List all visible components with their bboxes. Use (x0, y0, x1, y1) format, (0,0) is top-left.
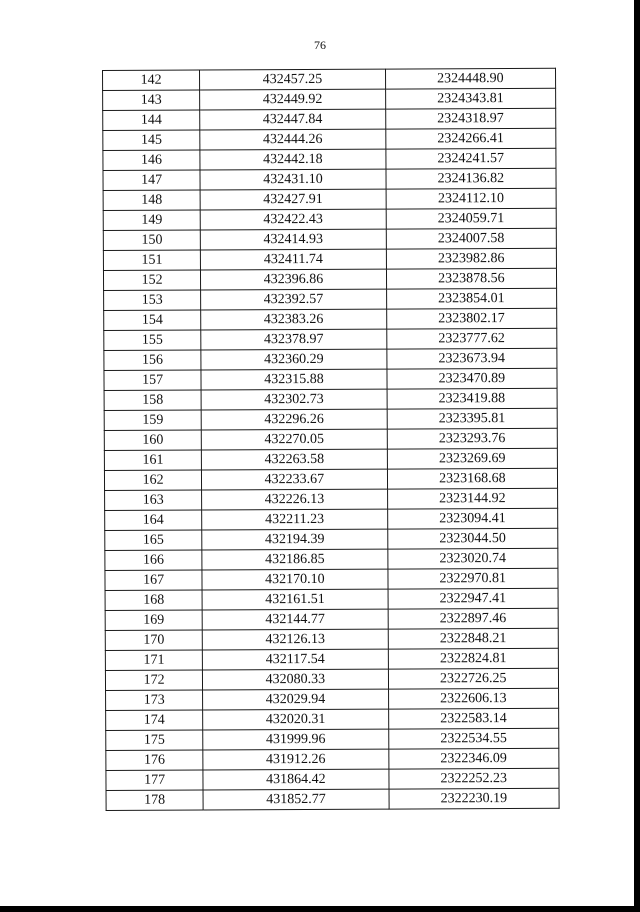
y-coordinate-cell: 2323470.89 (387, 368, 557, 389)
table-row (105, 528, 558, 550)
y-coordinate-cell: 2323982.86 (386, 248, 556, 269)
y-coordinate-cell: 2323777.62 (386, 328, 556, 349)
y-coordinate-cell: 2323419.88 (387, 388, 557, 409)
table-row (105, 508, 558, 530)
x-coordinate-cell: 432226.13 (202, 489, 388, 510)
y-coordinate-cell: 2322346.09 (388, 748, 558, 769)
y-coordinate-cell: 2324343.81 (385, 88, 555, 109)
point-number-cell: 145 (103, 130, 200, 150)
table-row (103, 248, 556, 270)
table-row (105, 628, 558, 650)
x-coordinate-cell: 432029.94 (203, 689, 389, 710)
table-row (104, 288, 557, 310)
x-coordinate-cell: 432263.58 (202, 449, 388, 470)
x-coordinate-cell: 432161.51 (202, 589, 388, 610)
x-coordinate-cell: 432126.13 (202, 629, 388, 650)
y-coordinate-cell: 2324448.90 (385, 68, 555, 89)
point-number-cell: 173 (106, 690, 203, 710)
table-row (104, 348, 557, 370)
point-number-cell: 162 (104, 470, 201, 490)
x-coordinate-cell: 432020.31 (203, 709, 389, 730)
y-coordinate-cell: 2323854.01 (386, 288, 556, 309)
y-coordinate-cell: 2323673.94 (386, 348, 556, 369)
x-coordinate-cell: 432360.29 (201, 349, 387, 370)
table-row (106, 788, 559, 810)
x-coordinate-cell: 432378.97 (201, 329, 387, 350)
point-number-cell: 151 (103, 250, 200, 270)
page-edge-right (634, 0, 640, 912)
table-row (105, 668, 558, 690)
point-number-cell: 156 (104, 350, 201, 370)
y-coordinate-cell: 2323878.56 (386, 268, 556, 289)
table-row (105, 588, 558, 610)
table-row (104, 388, 557, 410)
point-number-cell: 178 (106, 790, 203, 810)
point-number-cell: 155 (104, 330, 201, 350)
table-row (103, 68, 556, 90)
point-number-cell: 174 (106, 710, 203, 730)
x-coordinate-cell: 432302.73 (201, 389, 387, 410)
point-number-cell: 171 (105, 650, 202, 670)
y-coordinate-cell: 2322230.19 (389, 788, 559, 809)
table-row (105, 648, 558, 670)
point-number-cell: 165 (105, 530, 202, 550)
table-row (104, 308, 557, 330)
y-coordinate-cell: 2323395.81 (387, 408, 557, 429)
x-coordinate-cell: 432211.23 (202, 509, 388, 530)
x-coordinate-cell: 432270.05 (201, 429, 387, 450)
point-number-cell: 164 (105, 510, 202, 530)
coordinate-table-body (103, 68, 560, 810)
table-row (103, 208, 556, 230)
y-coordinate-cell: 2322947.41 (388, 588, 558, 609)
x-coordinate-cell: 432144.77 (202, 609, 388, 630)
x-coordinate-cell: 431999.96 (203, 729, 389, 750)
y-coordinate-cell: 2323044.50 (387, 528, 557, 549)
x-coordinate-cell: 432194.39 (202, 529, 388, 550)
x-coordinate-cell: 432447.84 (200, 109, 386, 130)
x-coordinate-cell: 432383.26 (201, 309, 387, 330)
y-coordinate-cell: 2322897.46 (388, 608, 558, 629)
x-coordinate-cell: 431852.77 (203, 789, 389, 810)
table-row (103, 268, 556, 290)
y-coordinate-cell: 2324266.41 (385, 128, 555, 149)
y-coordinate-cell: 2322583.14 (388, 708, 558, 729)
x-coordinate-cell: 432457.25 (200, 69, 386, 90)
table-row (106, 708, 559, 730)
x-coordinate-cell: 432080.33 (203, 669, 389, 690)
table-row (105, 568, 558, 590)
x-coordinate-cell: 432233.67 (202, 469, 388, 490)
point-number-cell: 152 (103, 270, 200, 290)
coordinate-table (102, 68, 560, 811)
point-number-cell: 154 (104, 310, 201, 330)
point-number-cell: 169 (105, 610, 202, 630)
point-number-cell: 150 (103, 230, 200, 250)
y-coordinate-cell: 2324318.97 (385, 108, 555, 129)
table-row (105, 548, 558, 570)
y-coordinate-cell: 2324136.82 (386, 168, 556, 189)
x-coordinate-cell: 432442.18 (200, 149, 386, 170)
y-coordinate-cell: 2322606.13 (388, 688, 558, 709)
point-number-cell: 158 (104, 390, 201, 410)
point-number-cell: 148 (103, 190, 200, 210)
y-coordinate-cell: 2323802.17 (386, 308, 556, 329)
x-coordinate-cell: 432392.57 (201, 289, 387, 310)
x-coordinate-cell: 432431.10 (200, 169, 386, 190)
x-coordinate-cell: 432396.86 (201, 269, 387, 290)
table-row (104, 368, 557, 390)
page-number: 76 (314, 38, 326, 52)
table-row (103, 188, 556, 210)
table-row (104, 468, 557, 490)
x-coordinate-cell: 431912.26 (203, 749, 389, 770)
y-coordinate-cell: 2322534.55 (388, 728, 558, 749)
x-coordinate-cell: 432186.85 (202, 549, 388, 570)
point-number-cell: 168 (105, 590, 202, 610)
y-coordinate-cell: 2322726.25 (388, 668, 558, 689)
y-coordinate-cell: 2324059.71 (386, 208, 556, 229)
table-row (104, 328, 557, 350)
point-number-cell: 144 (103, 110, 200, 130)
point-number-cell: 172 (105, 670, 202, 690)
y-coordinate-cell: 2324112.10 (386, 188, 556, 209)
x-coordinate-cell: 432414.93 (200, 229, 386, 250)
point-number-cell: 159 (104, 410, 201, 430)
point-number-cell: 170 (105, 630, 202, 650)
y-coordinate-cell: 2322824.81 (388, 648, 558, 669)
point-number-cell: 167 (105, 570, 202, 590)
x-coordinate-cell: 432411.74 (201, 249, 387, 270)
point-number-cell: 176 (106, 750, 203, 770)
table-row (104, 408, 557, 430)
table-row (106, 688, 559, 710)
point-number-cell: 175 (106, 730, 203, 750)
point-number-cell: 161 (104, 450, 201, 470)
point-number-cell: 177 (106, 770, 203, 790)
table-row (103, 88, 556, 110)
x-coordinate-cell: 432449.92 (200, 89, 386, 110)
table-row (105, 488, 558, 510)
point-number-cell: 149 (103, 210, 200, 230)
x-coordinate-cell: 432117.54 (203, 649, 389, 670)
x-coordinate-cell: 432427.91 (200, 189, 386, 210)
y-coordinate-cell: 2322970.81 (388, 568, 558, 589)
page-edge-bottom (0, 906, 640, 912)
y-coordinate-cell: 2324241.57 (385, 148, 555, 169)
point-number-cell: 160 (104, 430, 201, 450)
table-row (103, 148, 556, 170)
table-row (103, 168, 556, 190)
y-coordinate-cell: 2323144.92 (387, 488, 557, 509)
x-coordinate-cell: 431864.42 (203, 769, 389, 790)
table-row (105, 608, 558, 630)
y-coordinate-cell: 2322848.21 (388, 628, 558, 649)
table-row (106, 728, 559, 750)
y-coordinate-cell: 2322252.23 (389, 768, 559, 789)
x-coordinate-cell: 432315.88 (201, 369, 387, 390)
table-row (104, 428, 557, 450)
point-number-cell: 157 (104, 370, 201, 390)
x-coordinate-cell: 432296.26 (201, 409, 387, 430)
y-coordinate-cell: 2323094.41 (387, 508, 557, 529)
y-coordinate-cell: 2323293.76 (387, 428, 557, 449)
point-number-cell: 143 (103, 90, 200, 110)
x-coordinate-cell: 432444.26 (200, 129, 386, 150)
x-coordinate-cell: 432170.10 (202, 569, 388, 590)
point-number-cell: 142 (103, 70, 200, 90)
y-coordinate-cell: 2323020.74 (387, 548, 557, 569)
y-coordinate-cell: 2323269.69 (387, 448, 557, 469)
table-row (103, 228, 556, 250)
table-row (106, 748, 559, 770)
table-row (103, 108, 556, 130)
point-number-cell: 166 (105, 550, 202, 570)
table-row (104, 448, 557, 470)
point-number-cell: 153 (104, 290, 201, 310)
point-number-cell: 163 (105, 490, 202, 510)
table-row (106, 768, 559, 790)
y-coordinate-cell: 2323168.68 (387, 468, 557, 489)
point-number-cell: 147 (103, 170, 200, 190)
x-coordinate-cell: 432422.43 (200, 209, 386, 230)
point-number-cell: 146 (103, 150, 200, 170)
table-row (103, 128, 556, 150)
y-coordinate-cell: 2324007.58 (386, 228, 556, 249)
